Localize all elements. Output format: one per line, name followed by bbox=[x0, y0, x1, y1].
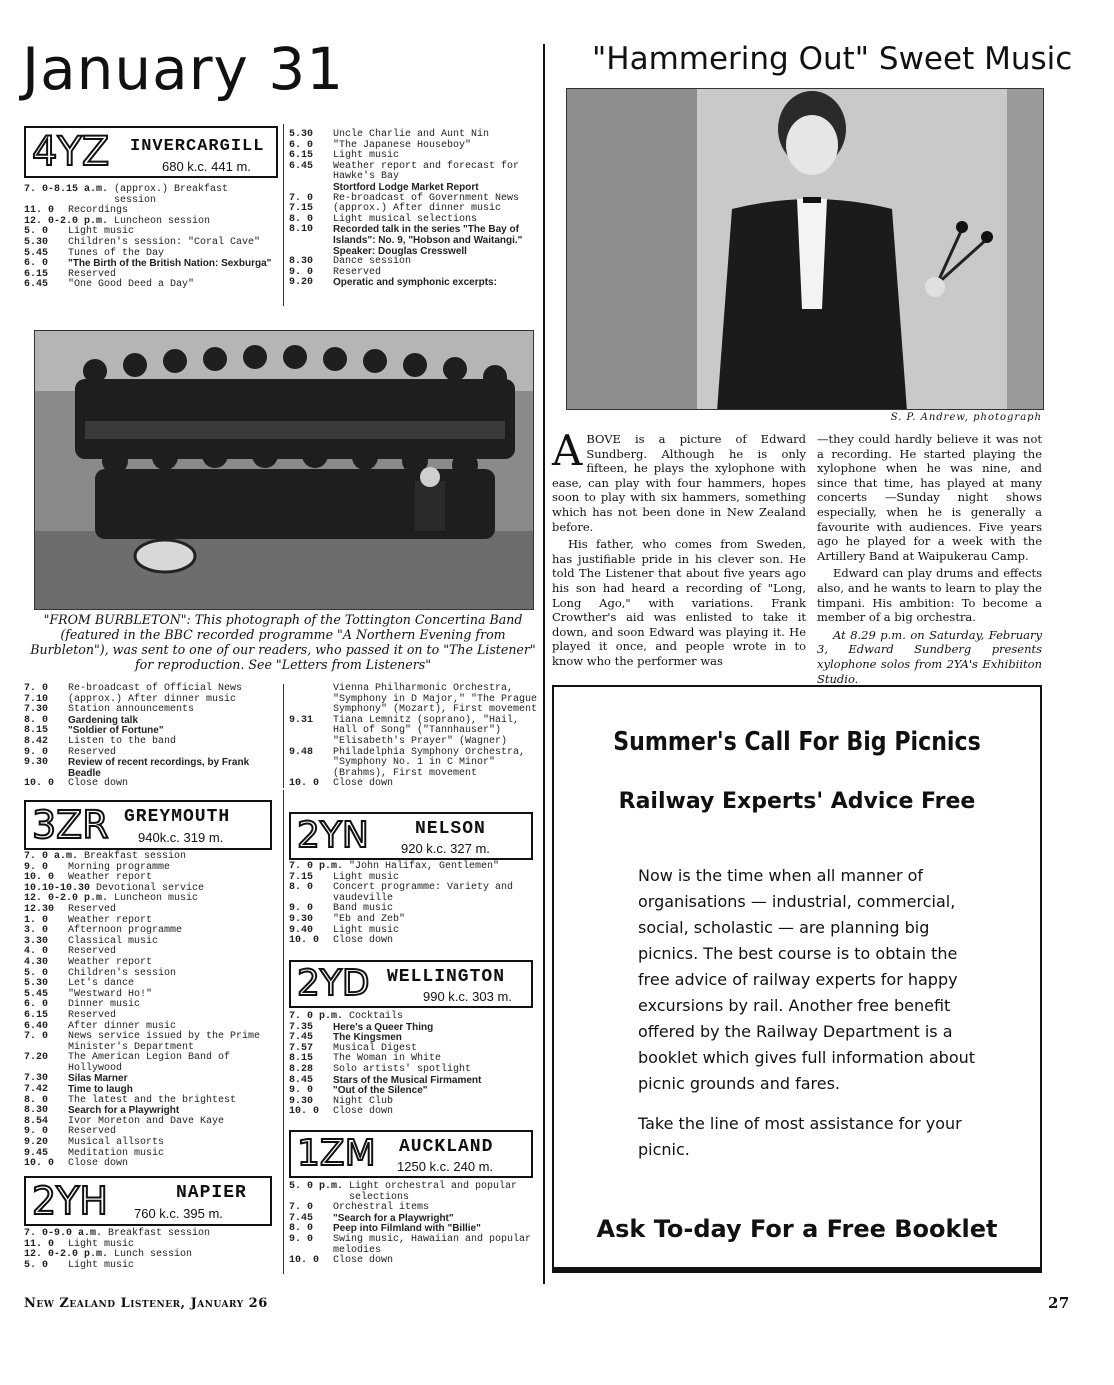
schedule-row bbox=[24, 1229, 278, 1240]
schedule-row bbox=[24, 758, 278, 779]
schedule-item: Close down bbox=[68, 778, 129, 790]
schedule-item: Here's a Queer Thing bbox=[333, 1021, 434, 1033]
schedule-item: Cocktails bbox=[349, 1011, 404, 1022]
schedule-row bbox=[24, 937, 278, 948]
schedule-time: 5. 0 p.m. bbox=[289, 1181, 344, 1192]
schedule-4yz bbox=[24, 185, 276, 291]
schedule-time: 7.45 bbox=[289, 1032, 314, 1044]
station-4yz-frequency: 680 k.c. 441 m. bbox=[162, 159, 251, 174]
schedule-row bbox=[289, 936, 539, 947]
schedule-time: 9. 0 bbox=[24, 861, 49, 873]
schedule-item: Vienna Philharmonic Orchestra, "Symphony in D Major," "The Prague Symphony" (Mozart), First movement bbox=[333, 683, 538, 716]
schedule-row bbox=[24, 1261, 278, 1272]
schedule-time: 7. 0 bbox=[24, 683, 49, 694]
schedule-time: 7. 0-8.15 a.m. bbox=[24, 184, 109, 195]
schedule-time: 8.45 bbox=[289, 1074, 314, 1086]
schedule-item: Classical music bbox=[68, 935, 159, 947]
xylophone-photo bbox=[566, 88, 1044, 410]
schedule-item: Light musical selections bbox=[333, 213, 478, 225]
station-3zr-header bbox=[24, 800, 272, 850]
schedule-item: Stars of the Musical Firmament bbox=[333, 1074, 482, 1086]
schedule-time bbox=[289, 183, 333, 194]
article-paragraph-4: Edward can play drums and effects also, and he wants to learn to play the timpani. His ambition: To become a member of a big orchestra. bbox=[817, 566, 1042, 625]
schedule-time: 6.15 bbox=[24, 1009, 49, 1021]
station-2yn-code: 2YN bbox=[297, 815, 369, 856]
schedule-time: 5. 0 bbox=[24, 967, 49, 979]
schedule-item: Time to laugh bbox=[68, 1084, 133, 1096]
schedule-item: News service issued by the Prime Minister's Department bbox=[68, 1031, 261, 1053]
page-number: 27 bbox=[1048, 1294, 1070, 1312]
schedule-item: (approx.) Breakfast session bbox=[114, 184, 229, 206]
schedule-time: 10. 0 bbox=[24, 778, 55, 790]
schedule-time: 8. 0 bbox=[289, 1223, 314, 1235]
schedule-item: Concert programme: Variety and vaudeville bbox=[333, 882, 514, 904]
schedule-row bbox=[24, 684, 278, 695]
band-photo bbox=[34, 330, 534, 610]
schedule-time: 7.10 bbox=[24, 693, 49, 705]
schedule-time: 7. 0-9.0 a.m. bbox=[24, 1228, 103, 1239]
band-photo-caption: "FROM BURBLETON": This photograph of the Tottington Concertina Band (featured in the BBC recorded programme "A Northern Evening from Burbleton"), was sent to one of our readers, who passed it on to "The Listener" for reproduction. See "Letters from Listeners" bbox=[30, 612, 536, 672]
schedule-time bbox=[289, 684, 333, 716]
schedule-row bbox=[24, 1250, 278, 1261]
schedule-time: 6.15 bbox=[24, 268, 49, 280]
schedule-item: Listen to the band bbox=[68, 735, 177, 747]
schedule-item: Peep into Filmland with "Billie" bbox=[333, 1223, 481, 1235]
schedule-time: 8.28 bbox=[289, 1063, 314, 1075]
schedule-time: 7. 0 p.m. bbox=[289, 861, 344, 872]
schedule-item: Recorded talk in the series "The Bay of Islands": No. 9, "Hobson and Waitangi." Speaker: Douglas Cresswell bbox=[333, 224, 523, 257]
schedule-time: 8.15 bbox=[289, 1053, 314, 1065]
schedule-item: Weather report bbox=[68, 914, 153, 926]
schedule-row bbox=[289, 926, 539, 937]
station-2yn-name: NELSON bbox=[415, 819, 486, 839]
divider-middle bbox=[283, 790, 284, 1274]
schedule-row bbox=[289, 779, 539, 790]
schedule-item: The latest and the brightest bbox=[68, 1094, 237, 1106]
schedule-item: Children's session bbox=[68, 967, 177, 979]
schedule-row bbox=[289, 257, 539, 268]
schedule-time: 9.20 bbox=[289, 277, 314, 289]
schedule-row bbox=[24, 894, 278, 905]
schedule-time: 9.20 bbox=[24, 1137, 49, 1149]
schedule-row bbox=[289, 684, 539, 716]
schedule-row bbox=[24, 958, 278, 969]
schedule-item: Morning programme bbox=[68, 861, 171, 873]
schedule-time: 5. 0 bbox=[24, 1259, 49, 1271]
schedule-item: Lunch session bbox=[114, 1249, 193, 1261]
schedule-item: Afternoon programme bbox=[68, 925, 183, 937]
schedule-item: Weather report bbox=[68, 956, 153, 968]
schedule-time: 9.31 bbox=[289, 714, 314, 726]
schedule-time: 9.40 bbox=[289, 924, 314, 936]
schedule-time: 7.20 bbox=[24, 1052, 49, 1064]
schedule-time: 5.30 bbox=[289, 129, 314, 140]
schedule-time: 12.30 bbox=[24, 903, 55, 915]
ad-subhead: Railway Experts' Advice Free bbox=[618, 789, 976, 814]
station-3zr-code: 3ZR bbox=[32, 803, 109, 847]
station-1zm-name: AUCKLAND bbox=[399, 1137, 494, 1157]
schedule-item: Light music bbox=[68, 1238, 135, 1250]
schedule-row bbox=[24, 280, 276, 291]
schedule-row bbox=[24, 990, 278, 1001]
station-2yn-frequency: 920 k.c. 327 m. bbox=[401, 841, 490, 856]
schedule-time: 11. 0 bbox=[24, 1238, 55, 1250]
schedule-item: Breakfast session bbox=[108, 1228, 211, 1239]
schedule-time: 8.10 bbox=[289, 224, 314, 236]
schedule-time: 10.10-10.30 bbox=[24, 882, 91, 894]
schedule-time: 1. 0 bbox=[24, 914, 49, 926]
schedule-item: "Out of the Silence" bbox=[333, 1085, 428, 1097]
schedule-item: Tiana Lemnitz (soprano), "Hail, Hall of Song" ("Tannhauser") "Elisabeth's Prayer" (Wagner) bbox=[333, 714, 520, 747]
schedule-item: Devotional service bbox=[96, 882, 205, 894]
article-column-left bbox=[552, 426, 806, 672]
schedule-time: 6.40 bbox=[24, 1020, 49, 1032]
schedule-time: 7.35 bbox=[289, 1021, 314, 1033]
schedule-item: The American Legion Band of Hollywood bbox=[68, 1052, 231, 1074]
schedule-item: "The Japanese Houseboy" bbox=[333, 139, 472, 151]
schedule-item: Reserved bbox=[333, 266, 382, 278]
schedule-item: Close down bbox=[68, 1158, 129, 1170]
schedule-row bbox=[24, 1011, 278, 1022]
schedule-time: 8.30 bbox=[24, 1105, 49, 1117]
ad-headline: Summer's Call For Big Picnics bbox=[613, 727, 981, 757]
schedule-item: Re-broadcast of Official News bbox=[68, 683, 243, 694]
schedule-row bbox=[289, 862, 539, 873]
schedule-row bbox=[24, 705, 278, 716]
page-footer: New Zealand Listener, January 26 bbox=[24, 1296, 268, 1311]
schedule-item: "Search for a Playwright" bbox=[333, 1212, 454, 1224]
schedule-time: 8. 0 bbox=[289, 213, 314, 225]
station-2yh-code: 2YH bbox=[32, 1179, 108, 1223]
schedule-row bbox=[24, 969, 278, 980]
schedule-time: 8.15 bbox=[24, 725, 49, 737]
article-paragraph-2: His father, who comes from Sweden, has justifiable pride in his clever son. He told The Listener that about five years ago his son had heard a recording of "Long, Long Ago," with variations. Frank Crowther's aid was enlisted to take it down, and soon Edward was playing it. He played it once, and people wrote in to know who the performer was bbox=[552, 537, 806, 668]
station-2yn-header bbox=[289, 812, 533, 860]
schedule-time: 3. 0 bbox=[24, 925, 49, 937]
schedule-time: 7. 0 a.m. bbox=[24, 851, 79, 862]
station-1zm-frequency: 1250 k.c. 240 m. bbox=[397, 1159, 494, 1174]
schedule-item: Operatic and symphonic excerpts: bbox=[333, 277, 497, 289]
schedule-row bbox=[24, 1053, 278, 1074]
schedule-item: (approx.) After dinner music bbox=[333, 203, 502, 215]
schedule-item: "Eb and Zeb" bbox=[333, 913, 406, 925]
schedule-item: Reserved bbox=[68, 1126, 117, 1138]
schedule-row bbox=[24, 1117, 278, 1128]
station-1zm-header bbox=[289, 1130, 533, 1178]
schedule-row bbox=[289, 1065, 539, 1076]
schedule-item: "Soldier of Fortune" bbox=[68, 725, 164, 737]
schedule-row bbox=[24, 1159, 278, 1170]
schedule-row bbox=[24, 238, 276, 249]
schedule-row bbox=[24, 737, 278, 748]
schedule-row bbox=[24, 905, 278, 916]
schedule-item: Close down bbox=[333, 1106, 394, 1118]
schedule-time: 10. 0 bbox=[24, 872, 55, 884]
schedule-row bbox=[289, 1256, 539, 1267]
schedule-time: 9. 0 bbox=[289, 1085, 314, 1097]
page-date-heading: January 31 bbox=[22, 35, 345, 103]
article-paragraph-1 bbox=[552, 426, 806, 534]
schedule-time: 7.15 bbox=[289, 203, 314, 215]
schedule-row bbox=[289, 1097, 539, 1108]
schedule-item: Meditation music bbox=[68, 1147, 165, 1159]
photo-credit: S. P. Andrew, photograph bbox=[890, 412, 1042, 423]
schedule-item: Light music bbox=[68, 226, 135, 238]
schedule-item: After dinner music bbox=[68, 1020, 177, 1032]
schedule-time: 9. 0 bbox=[289, 903, 314, 915]
schedule-item: Musical Digest bbox=[333, 1042, 418, 1054]
station-2yd-code: 2YD bbox=[297, 963, 370, 1004]
schedule-item: Luncheon music bbox=[114, 893, 199, 905]
schedule-time: 6.45 bbox=[289, 160, 314, 172]
article-paragraph-1-text: BOVE is a picture of Edward Sundberg. Although he is only fifteen, he plays the xylophone with ease, can play with four hammers, hopes soon to play with six hammers, something which has not been done in New Zealand before. bbox=[552, 432, 806, 534]
schedule-time: 5.45 bbox=[24, 247, 49, 259]
schedule-2yn bbox=[289, 862, 539, 947]
schedule-time: 8. 0 bbox=[24, 1094, 49, 1106]
schedule-2yh-classical bbox=[289, 684, 539, 790]
article-dropcap: A bbox=[552, 426, 583, 475]
schedule-row bbox=[289, 278, 539, 289]
schedule-time: 10. 0 bbox=[289, 778, 320, 790]
schedule-time: 8. 0 bbox=[289, 882, 314, 894]
schedule-item: Light music bbox=[333, 924, 400, 936]
schedule-item: Review of recent recordings, by Frank Beadle bbox=[68, 757, 250, 779]
schedule-item: Recordings bbox=[68, 205, 129, 217]
schedule-item: Reserved bbox=[68, 1009, 117, 1021]
schedule-time: 5.45 bbox=[24, 988, 49, 1000]
schedule-item: Light music bbox=[333, 871, 400, 883]
schedule-item: Weather report bbox=[68, 872, 153, 884]
schedule-row bbox=[289, 141, 539, 152]
schedule-row bbox=[289, 225, 539, 257]
column-divider bbox=[543, 44, 545, 1284]
schedule-item: Breakfast session bbox=[84, 851, 187, 862]
schedule-time: 8.54 bbox=[24, 1115, 49, 1127]
xylophone-photo-image bbox=[567, 89, 1044, 410]
schedule-item: Close down bbox=[333, 935, 394, 947]
station-2yd-header bbox=[289, 960, 533, 1008]
schedule-time: 7. 0 bbox=[289, 1202, 314, 1214]
schedule-row bbox=[289, 904, 539, 915]
schedule-time: 9. 0 bbox=[289, 266, 314, 278]
schedule-3zr bbox=[24, 852, 278, 1170]
schedule-item: Tunes of the Day bbox=[68, 247, 165, 259]
schedule-item: Solo artists' spotlight bbox=[333, 1063, 472, 1075]
schedule-item: Station announcements bbox=[68, 704, 195, 716]
schedule-item: Let's dance bbox=[68, 978, 135, 990]
schedule-row bbox=[289, 883, 539, 904]
station-4yz-header bbox=[24, 126, 278, 178]
schedule-time: 7. 0 bbox=[289, 192, 314, 204]
divider-4yz bbox=[283, 124, 284, 306]
schedule-time: 7.42 bbox=[24, 1084, 49, 1096]
schedule-item: "Westward Ho!" bbox=[68, 988, 153, 1000]
schedule-time: 12. 0-2.0 p.m. bbox=[24, 893, 109, 905]
schedule-item: The Kingsmen bbox=[333, 1032, 402, 1044]
schedule-row bbox=[24, 1032, 278, 1053]
schedule-row bbox=[24, 852, 278, 863]
schedule-time: 9. 0 bbox=[289, 1233, 314, 1245]
schedule-row bbox=[289, 1023, 539, 1034]
schedule-time: 9.30 bbox=[289, 913, 314, 925]
schedule-item: Musical allsorts bbox=[68, 1137, 165, 1149]
schedule-2yh-morning bbox=[24, 1229, 278, 1271]
railway-advertisement bbox=[552, 685, 1042, 1273]
schedule-row bbox=[289, 130, 539, 141]
schedule-item: "The Birth of the British Nation: Sexburga" bbox=[68, 258, 272, 270]
schedule-time: 9.48 bbox=[289, 746, 314, 758]
schedule-row bbox=[289, 748, 539, 780]
schedule-time: 8. 0 bbox=[24, 714, 49, 726]
schedule-time: 6.15 bbox=[289, 150, 314, 162]
schedule-time: 3.30 bbox=[24, 935, 49, 947]
schedule-row bbox=[289, 1235, 539, 1256]
schedule-item: Dance session bbox=[333, 256, 412, 268]
schedule-item: Weather report and forecast for Hawke's Bay bbox=[333, 160, 520, 183]
schedule-row bbox=[24, 217, 276, 228]
article-column-right bbox=[817, 432, 1042, 689]
schedule-item: Light orchestral and popular selections bbox=[349, 1181, 518, 1203]
schedule-2yh-evening bbox=[24, 684, 278, 790]
schedule-time: 9. 0 bbox=[24, 746, 49, 758]
schedule-item: Search for a Playwright bbox=[68, 1105, 180, 1117]
article-paragraph-5: At 8.29 p.m. on Saturday, February 3, Edward Sundberg presents xylophone solos from 2YA's Exhibiiton Studio. bbox=[817, 627, 1042, 686]
station-2yh-header bbox=[24, 1176, 272, 1226]
schedule-item: Night Club bbox=[333, 1095, 394, 1107]
schedule-item: Re-broadcast of Government News bbox=[333, 192, 520, 204]
schedule-time: 7. 0 p.m. bbox=[289, 1011, 344, 1022]
schedule-item: Orchestral items bbox=[333, 1202, 430, 1214]
ad-tagline: Take the line of most assistance for your picnic. bbox=[638, 1114, 962, 1159]
schedule-item: Light music bbox=[68, 1259, 135, 1271]
schedule-time: 10. 0 bbox=[289, 1106, 320, 1118]
schedule-time: 6. 0 bbox=[289, 139, 314, 151]
schedule-time: 7. 0 bbox=[24, 1031, 49, 1043]
station-2yh-name: NAPIER bbox=[176, 1183, 247, 1203]
schedule-time: 7.30 bbox=[24, 704, 49, 716]
schedule-time: 10. 0 bbox=[289, 1255, 320, 1267]
schedule-item: Philadelphia Symphony Orchestra, "Symphony No. 1 in C Minor" (Brahms), First movement bbox=[333, 746, 526, 779]
schedule-item: "John Halifax, Gentlemen" bbox=[349, 861, 500, 872]
schedule-item: "One Good Deed a Day" bbox=[68, 279, 195, 291]
schedule-item: Band music bbox=[333, 903, 394, 915]
schedule-row bbox=[24, 1149, 278, 1160]
schedule-row bbox=[24, 185, 276, 206]
station-2yh-frequency: 760 k.c. 395 m. bbox=[134, 1206, 223, 1221]
schedule-1zm bbox=[289, 1182, 539, 1267]
station-3zr-name: GREYMOUTH bbox=[124, 807, 231, 827]
schedule-time: 9. 0 bbox=[24, 1126, 49, 1138]
schedule-row bbox=[289, 1107, 539, 1118]
schedule-item: Light music bbox=[333, 150, 400, 162]
schedule-row bbox=[289, 183, 539, 194]
schedule-item: Swing music, Hawaiian and popular melodies bbox=[333, 1233, 532, 1256]
schedule-time: 5. 0 bbox=[24, 226, 49, 238]
schedule-time: 12. 0-2.0 p.m. bbox=[24, 215, 109, 227]
schedule-time: 7.57 bbox=[289, 1042, 314, 1054]
schedule-item: Silas Marner bbox=[68, 1073, 128, 1085]
schedule-time: 5.30 bbox=[24, 978, 49, 990]
schedule-row bbox=[289, 716, 539, 748]
schedule-time: 11. 0 bbox=[24, 205, 55, 217]
schedule-time: 8.30 bbox=[289, 256, 314, 268]
station-2yd-name: WELLINGTON bbox=[387, 967, 506, 987]
schedule-time: 7.45 bbox=[289, 1212, 314, 1224]
schedule-row bbox=[289, 1012, 539, 1023]
station-2yd-frequency: 990 k.c. 303 m. bbox=[423, 989, 512, 1004]
schedule-item: Ivor Moreton and Dave Kaye bbox=[68, 1115, 225, 1127]
schedule-item: Stortford Lodge Market Report bbox=[333, 181, 479, 193]
schedule-time: 7.30 bbox=[24, 1073, 49, 1085]
schedule-time: 9.45 bbox=[24, 1147, 49, 1159]
schedule-item: Gardening talk bbox=[68, 714, 139, 726]
schedule-item: Uncle Charlie and Aunt Nin bbox=[333, 129, 490, 140]
schedule-time: 4.30 bbox=[24, 956, 49, 968]
schedule-2yd bbox=[289, 1012, 539, 1118]
schedule-item: Close down bbox=[333, 778, 394, 790]
schedule-time: 5.30 bbox=[24, 236, 49, 248]
station-1zm-code: 1ZM bbox=[297, 1133, 376, 1174]
schedule-row bbox=[24, 1000, 278, 1011]
schedule-time: 6. 0 bbox=[24, 999, 49, 1011]
schedule-4yz-continued bbox=[289, 130, 539, 289]
schedule-time: 7.15 bbox=[289, 871, 314, 883]
band-photo-image bbox=[35, 331, 534, 610]
schedule-time: 9.30 bbox=[289, 1095, 314, 1107]
station-4yz-name: INVERCARGILL bbox=[130, 137, 265, 156]
article-paragraph-3: —they could hardly believe it was not a recording. He started playing the xylophone when he was nine, and since that time, has played at many concerts —Sunday night shows especially, when he is generally a favourite with audiences. Five years ago he played for a week with the Artillery Band at Waipukerau Camp. bbox=[817, 432, 1042, 563]
schedule-time: 6. 0 bbox=[24, 258, 49, 270]
article-title: "Hammering Out" Sweet Music bbox=[592, 41, 1073, 77]
schedule-item: Dinner music bbox=[68, 999, 141, 1011]
ad-footer: Ask To-day For a Free Booklet bbox=[596, 1215, 998, 1243]
station-3zr-frequency: 940k.c. 319 m. bbox=[138, 830, 224, 845]
ad-body: Now is the time when all manner of organisations — industrial, commercial, social, scholastic — are planning big picnics. The best course is to obtain the free advice of railway experts for happy excursions by rail. Another free benefit offered by the Railway Department is a booklet which gives full information about picnic grounds and fares. bbox=[638, 866, 976, 1093]
schedule-item: The Woman in White bbox=[333, 1053, 442, 1065]
schedule-time: 6.45 bbox=[24, 279, 49, 291]
schedule-row bbox=[24, 1074, 278, 1085]
schedule-time: 4. 0 bbox=[24, 946, 49, 958]
schedule-row bbox=[289, 1182, 539, 1203]
schedule-row bbox=[289, 162, 539, 183]
schedule-item: (approx.) After dinner music bbox=[68, 693, 237, 705]
schedule-row bbox=[289, 1086, 539, 1097]
schedule-row bbox=[24, 259, 276, 270]
station-4yz-code: 4YZ bbox=[32, 129, 110, 175]
schedule-time: 10. 0 bbox=[289, 935, 320, 947]
schedule-item: Children's session: "Coral Cave" bbox=[68, 236, 261, 248]
schedule-item: Reserved bbox=[68, 268, 117, 280]
schedule-row bbox=[289, 915, 539, 926]
schedule-time: 10. 0 bbox=[24, 1158, 55, 1170]
schedule-item: Luncheon session bbox=[114, 215, 211, 227]
schedule-time: 8.42 bbox=[24, 735, 49, 747]
schedule-item: Close down bbox=[333, 1255, 394, 1267]
schedule-item: Reserved bbox=[68, 903, 117, 915]
schedule-time: 12. 0-2.0 p.m. bbox=[24, 1249, 109, 1261]
divider-2yh bbox=[283, 684, 284, 788]
schedule-time: 9.30 bbox=[24, 757, 49, 769]
schedule-row bbox=[24, 779, 278, 790]
schedule-item: Reserved bbox=[68, 746, 117, 758]
schedule-item: Reserved bbox=[68, 946, 117, 958]
